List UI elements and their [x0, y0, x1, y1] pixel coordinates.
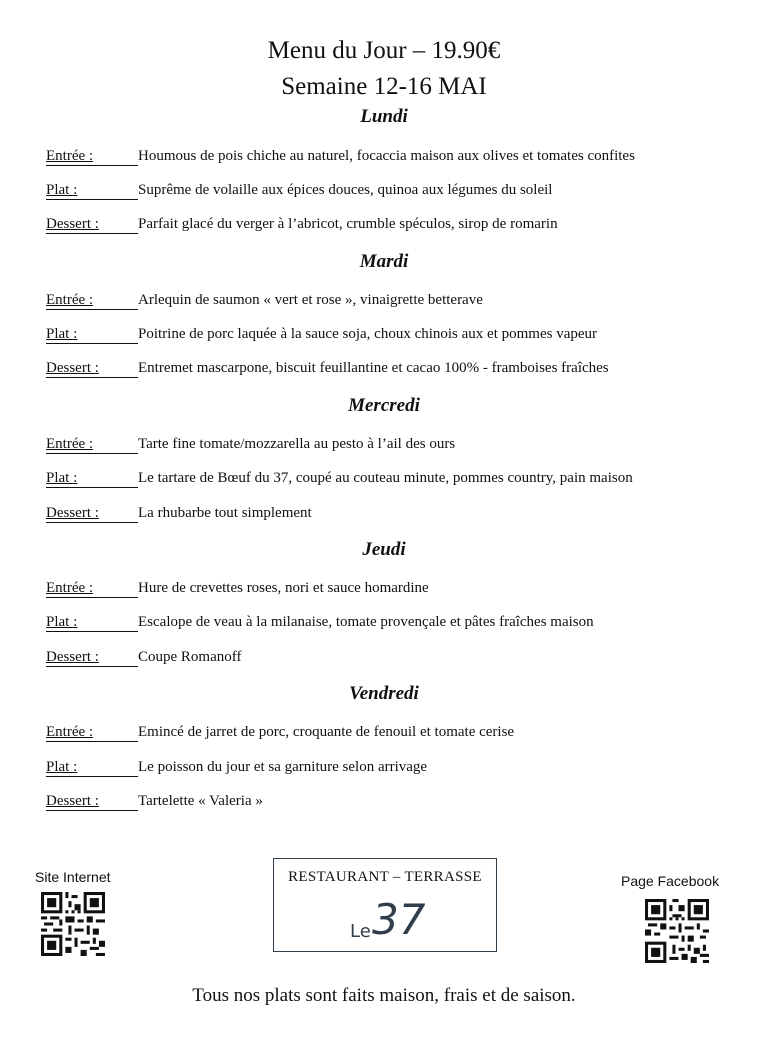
facebook-qr-code[interactable] [645, 899, 709, 963]
website-label: Site Internet [35, 869, 111, 885]
dish-text: Tarte fine tomate/mozzarella au pesto à l’ail des ours [138, 436, 456, 452]
dish-text: Escalope de veau à la milanaise, tomate provençale et pâtes fraîches maison [138, 614, 594, 630]
logo-le-text: Le [350, 921, 371, 942]
dish-text: Houmous de pois chiche au naturel, focaccia maison aux olives et tomates confites [138, 148, 635, 164]
menu-row [46, 724, 514, 742]
day-heading-mardi: Mardi [359, 251, 409, 272]
footer-note: Tous nos plats sont faits maison, frais et de saison. [192, 985, 576, 1006]
day-heading-mercredi: Mercredi [348, 395, 420, 416]
day-heading-vendredi: Vendredi [349, 683, 419, 704]
facebook-label: Page Facebook [621, 873, 720, 889]
dish-text: Parfait glacé du verger à l’abricot, crumble spéculos, sirop de romarin [138, 216, 558, 232]
course-label: Entrée : [46, 437, 138, 454]
menu-row [46, 360, 609, 378]
website-qr-code[interactable] [41, 892, 105, 956]
menu-title: Menu du Jour – 19.90€ [267, 37, 501, 64]
course-label: Plat : [46, 183, 138, 200]
course-label: Dessert : [46, 217, 138, 234]
dish-text: Emincé de jarret de porc, croquante de fenouil et tomate cerise [138, 724, 515, 740]
menu-row [46, 505, 312, 523]
course-label: Entrée : [46, 149, 138, 166]
menu-row [46, 759, 427, 777]
dish-text: Hure de crevettes roses, nori et sauce homardine [138, 580, 429, 596]
dish-text: La rhubarbe tout simplement [138, 505, 312, 521]
restaurant-banner-title: RESTAURANT – TERRASSE [288, 869, 482, 885]
dish-text: Le tartare de Bœuf du 37, coupé au couteau minute, pommes country, pain maison [138, 470, 633, 486]
dish-text: Entremet mascarpone, biscuit feuillantine et cacao 100% - framboises fraîches [138, 360, 609, 376]
course-label: Dessert : [46, 361, 138, 378]
course-label: Dessert : [46, 794, 138, 811]
course-label: Plat : [46, 327, 138, 344]
day-heading-jeudi: Jeudi [362, 539, 406, 560]
course-label: Entrée : [46, 581, 138, 598]
menu-row [46, 470, 633, 488]
menu-row [46, 793, 263, 811]
course-label: Entrée : [46, 293, 138, 310]
menu-row [46, 649, 241, 667]
menu-row [46, 326, 597, 344]
menu-row [46, 292, 483, 310]
course-label: Dessert : [46, 506, 138, 523]
restaurant-banner-box [273, 858, 497, 952]
dish-text: Poitrine de porc laquée à la sauce soja, choux chinois aux et pommes vapeur [138, 326, 598, 342]
course-label: Entrée : [46, 725, 138, 742]
dish-text: Tartelette « Valeria » [138, 793, 263, 809]
course-label: Dessert : [46, 650, 138, 667]
menu-row [46, 148, 635, 166]
logo-number-text: 37 [372, 895, 426, 944]
dish-text: Coupe Romanoff [138, 649, 242, 665]
menu-row [46, 614, 594, 632]
menu-row [46, 182, 552, 200]
course-label: Plat : [46, 471, 138, 488]
dish-text: Arlequin de saumon « vert et rose », vinaigrette betterave [138, 292, 483, 308]
dish-text: Suprême de volaille aux épices douces, quinoa aux légumes du soleil [138, 182, 553, 198]
course-label: Plat : [46, 760, 138, 777]
day-heading-lundi: Lundi [360, 106, 408, 127]
course-label: Plat : [46, 615, 138, 632]
menu-row [46, 216, 558, 234]
dish-text: Le poisson du jour et sa garniture selon arrivage [138, 759, 428, 775]
menu-row [46, 436, 455, 454]
menu-week: Semaine 12-16 MAI [281, 73, 487, 100]
menu-row [46, 580, 429, 598]
